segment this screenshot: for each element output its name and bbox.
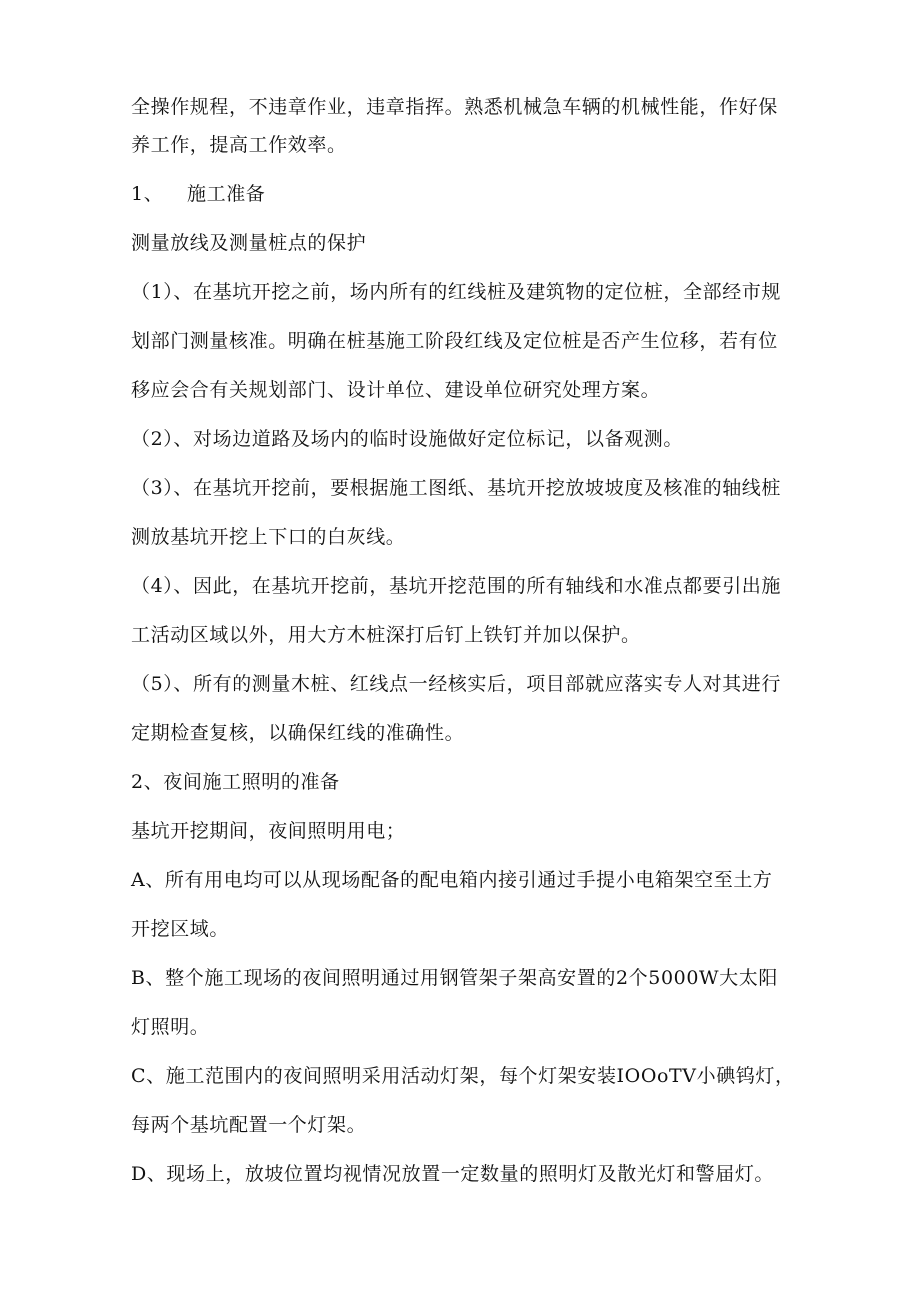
paragraph-line: 定期检查复核，以确保红线的准确性。 bbox=[131, 722, 465, 744]
document-body bbox=[131, 92, 811, 1189]
paragraph-line: 养工作，提高工作效率。 bbox=[131, 134, 347, 156]
paragraph-line: D、现场上，放坡位置均视情况放置一定数量的照明灯及散光灯和警届灯。 bbox=[131, 1163, 775, 1185]
paragraph-line: 灯照明。 bbox=[131, 1016, 210, 1038]
paragraph-line: （2）、对场边道路及场内的临时设施做好定位标记，以备观测。 bbox=[131, 428, 683, 450]
paragraph-line: （3）、在基坑开挖前，要根据施工图纸、基坑开挖放坡坡度及核准的轴线桩 bbox=[131, 477, 781, 499]
paragraph-line: （1）、在基坑开挖之前，场内所有的红线桩及建筑物的定位桩，全部经市规 bbox=[131, 281, 781, 303]
paragraph-line: B、整个施工现场的夜间照明通过用钢管架子架高安置的2个5000W大太阳 bbox=[131, 967, 778, 989]
paragraph-line: 全操作规程，不违章作业，违章指挥。熟悉机械急车辆的机械性能，作好保 bbox=[131, 96, 778, 118]
section-title: 施工准备 bbox=[187, 183, 266, 205]
paragraph-line: 每两个基坑配置一个灯架。 bbox=[131, 1114, 367, 1136]
paragraph-line: （4）、因此，在基坑开挖前，基坑开挖范围的所有轴线和水准点都要引出施 bbox=[131, 575, 781, 597]
subsection-title: 测量放线及测量桩点的保护 bbox=[131, 232, 367, 254]
paragraph-line: 开挖区域。 bbox=[131, 918, 230, 940]
paragraph-line: 基坑开挖期间，夜间照明用电； bbox=[131, 820, 406, 842]
section-number: 1、 bbox=[131, 183, 164, 205]
paragraph-line: （5）、所有的测量木桩、红线点一经核实后，项目部就应落实专人对其进行 bbox=[131, 673, 781, 695]
paragraph-line: 测放基坑开挖上下口的白灰线。 bbox=[131, 526, 406, 548]
paragraph-line: C、施工范围内的夜间照明采用活动灯架，每个灯架安装IOOoTV小碘钨灯， bbox=[131, 1065, 795, 1087]
paragraph-line: 工活动区域以外，用大方木桩深打后钉上铁钉并加以保护。 bbox=[131, 624, 641, 646]
paragraph-line: 划部门测量核准。明确在桩基施工阶段红线及定位桩是否产生位移，若有位 bbox=[131, 330, 778, 352]
section-heading bbox=[131, 179, 811, 209]
paragraph-line: 移应会合有关规划部门、设计单位、建设单位研究处理方案。 bbox=[131, 379, 661, 401]
section-heading: 2、夜间施工照明的准备 bbox=[131, 771, 340, 793]
paragraph-line: A、所有用电均可以从现场配备的配电箱内接引通过手提小电箱架空至土方 bbox=[131, 869, 773, 891]
